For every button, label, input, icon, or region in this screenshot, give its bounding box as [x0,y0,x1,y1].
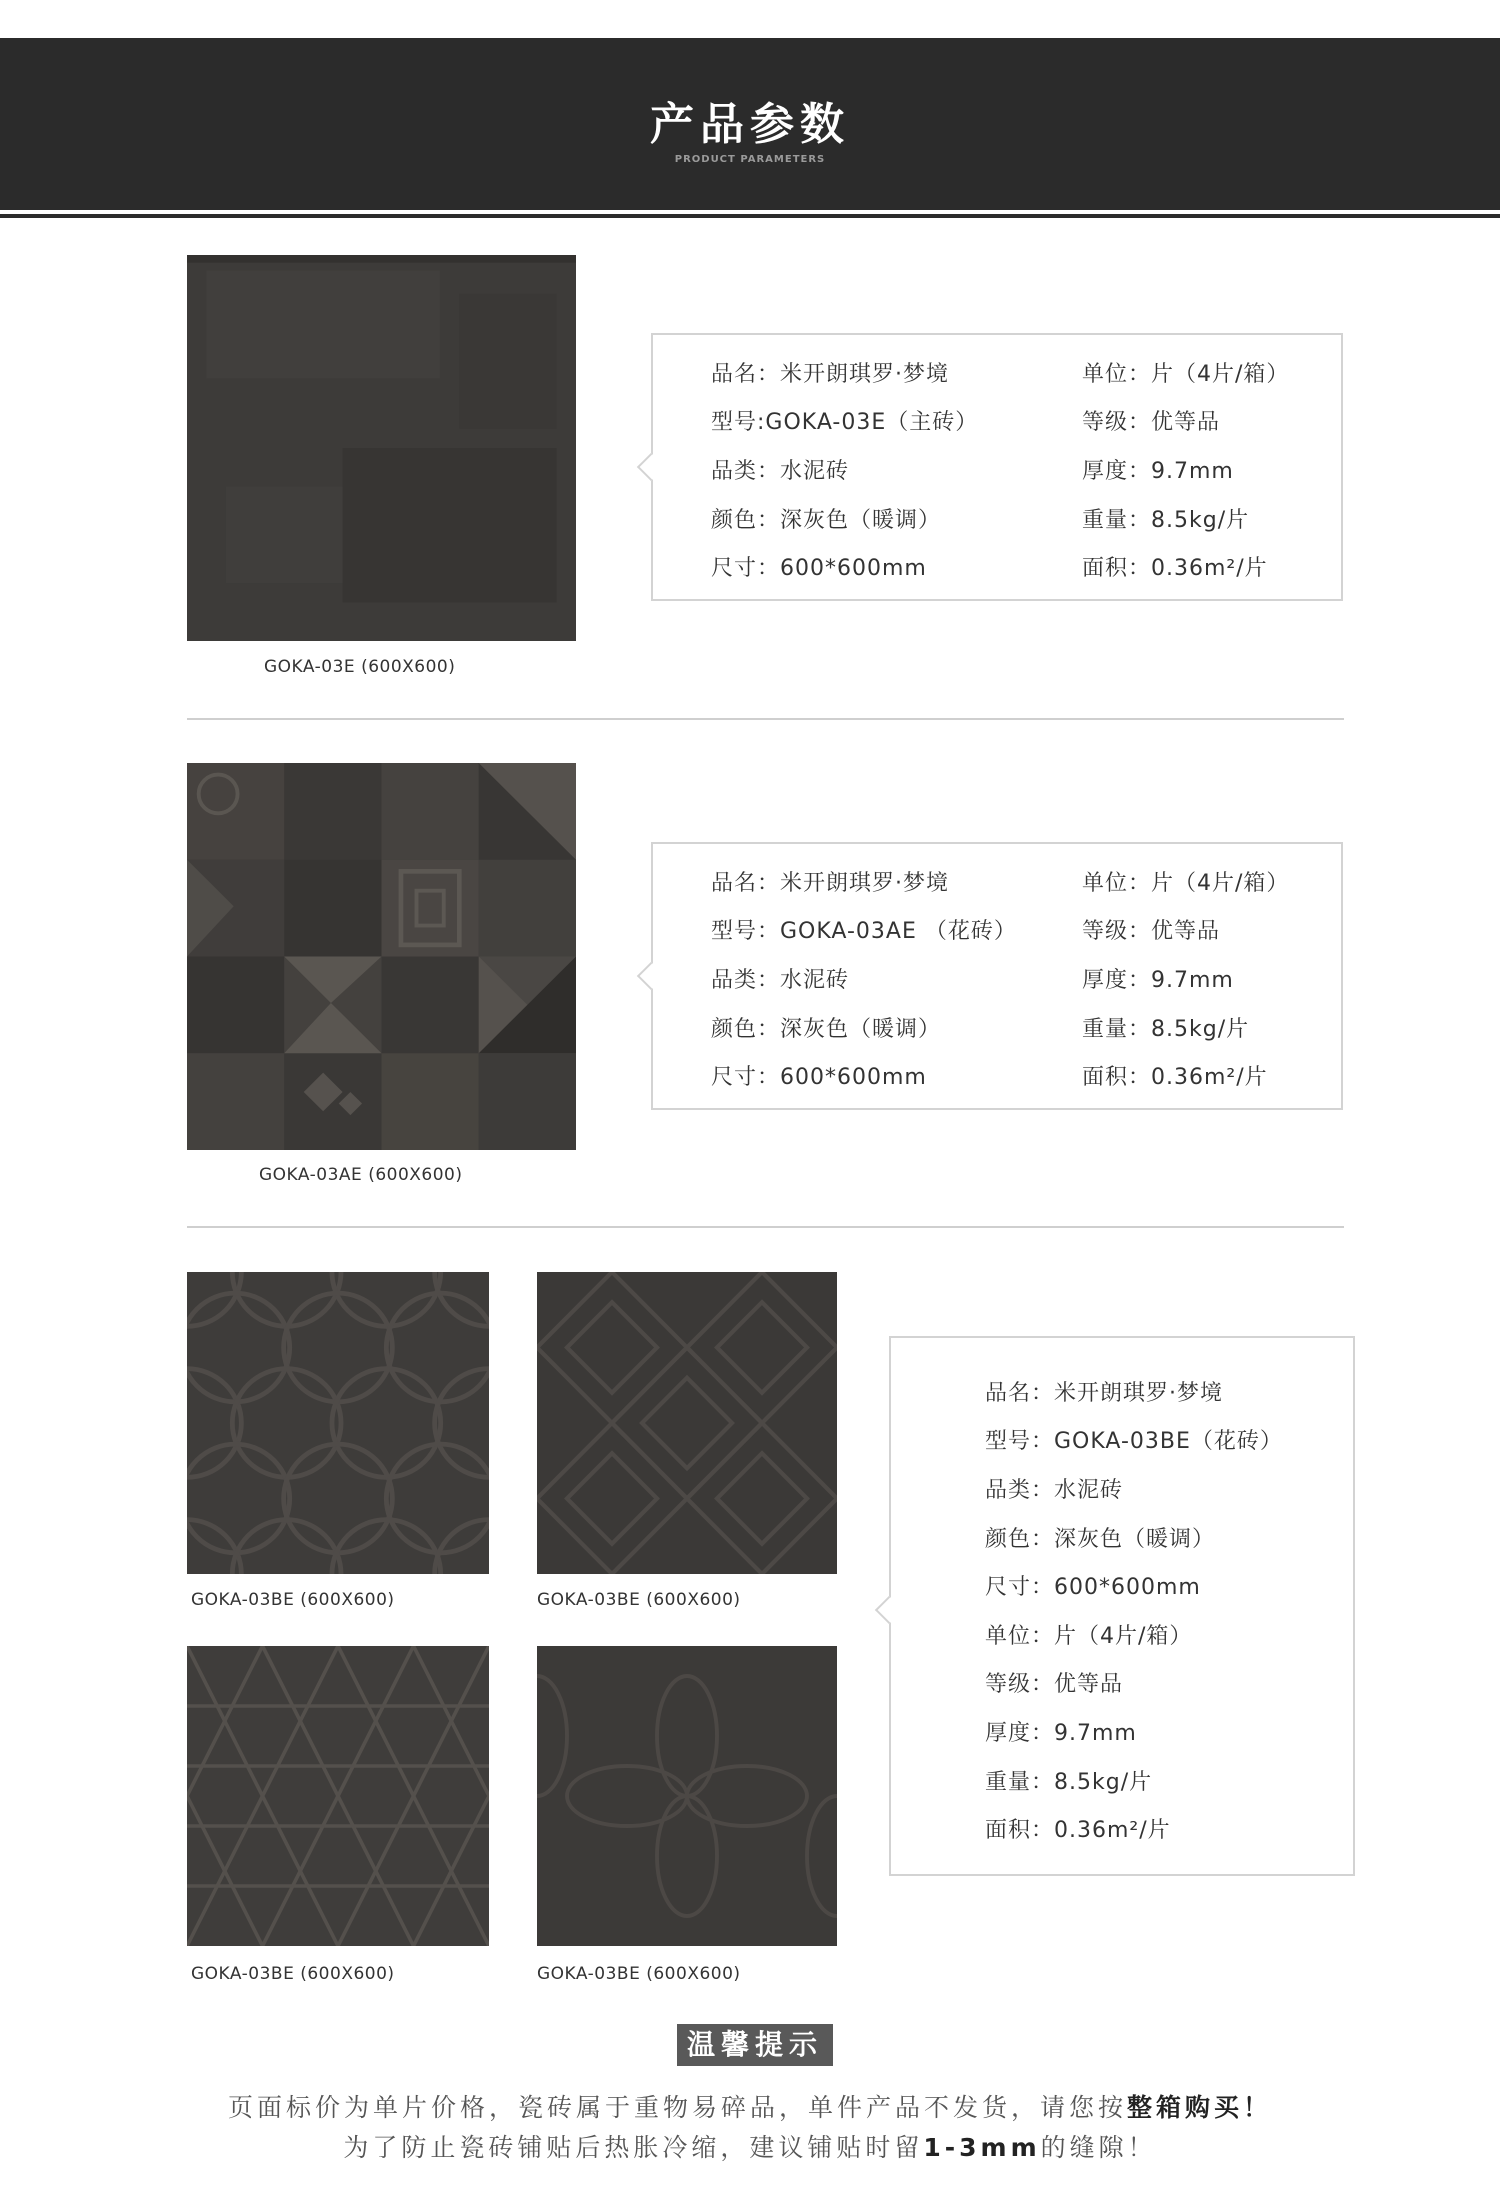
spec-name: 品名：米开朗琪罗·梦境 [711,362,949,387]
product-image-goka-03be-diamonds [537,1272,837,1574]
product-image-goka-03ae [187,763,576,1150]
spec-unit: 单位：片（4片/箱） [985,1624,1193,1649]
product-caption: GOKA-03AE (600X600) [259,1165,463,1185]
spec-category: 品类：水泥砖 [711,459,850,484]
notice-line-2 [0,2128,1500,2164]
notice-line-1 [0,2088,1500,2124]
spec-unit: 单位：片（4片/箱） [1082,871,1290,896]
spec-weight: 重量：8.5kg/片 [1082,508,1250,533]
callout-arrow [875,1596,903,1624]
spec-name: 品名：米开朗琪罗·梦境 [711,871,949,896]
spec-weight: 重量：8.5kg/片 [985,1770,1153,1795]
spec-area: 面积：0.36m²/片 [985,1818,1171,1843]
spec-name: 品名：米开朗琪罗·梦境 [985,1381,1223,1406]
notice-title: 温馨提示 [677,2024,833,2066]
notice-text: 的缝隙！ [1040,2133,1157,2162]
spec-thickness: 厚度：9.7mm [1082,459,1234,484]
product-caption: GOKA-03BE (600X600) [191,1964,395,1984]
notice-text: 页面标价为单片价格，瓷砖属于重物易碎品，单件产品不发货，请您按 [227,2093,1127,2122]
spec-grade: 等级：优等品 [1082,410,1221,435]
product-image-goka-03be-triangles [187,1646,489,1946]
product-image-goka-03be-circles [187,1272,489,1574]
spec-area: 面积：0.36m²/片 [1082,1065,1268,1090]
product-caption: GOKA-03BE (600X600) [537,1964,741,1984]
spec-model: 型号：GOKA-03BE（花砖） [985,1429,1283,1454]
spec-area: 面积：0.36m²/片 [1082,556,1268,581]
product-caption: GOKA-03BE (600X600) [537,1590,741,1610]
spec-color: 颜色：深灰色（暖调） [985,1527,1216,1552]
spec-thickness: 厚度：9.7mm [1082,968,1234,993]
spec-model: 型号:GOKA-03E（主砖） [711,410,979,435]
spec-category: 品类：水泥砖 [985,1478,1124,1503]
spec-model: 型号：GOKA-03AE （花砖） [711,919,1017,944]
spec-color: 颜色：深灰色（暖调） [711,508,942,533]
section-header [0,38,1500,210]
product-caption: GOKA-03BE (600X600) [191,1590,395,1610]
notice-emphasis: 整箱购买！ [1127,2093,1273,2122]
product-image-goka-03e [187,255,576,641]
spec-size: 尺寸：600*600mm [711,1065,927,1090]
page-subtitle: PRODUCT PARAMETERS [674,154,826,165]
product-caption: GOKA-03E (600X600) [264,657,456,677]
notice-emphasis: 1-3mm [923,2133,1041,2162]
spec-box-goka-03be [889,1336,1355,1876]
callout-arrow [637,453,665,481]
spec-weight: 重量：8.5kg/片 [1082,1017,1250,1042]
spec-size: 尺寸：600*600mm [711,556,927,581]
spec-size: 尺寸：600*600mm [985,1575,1201,1600]
spec-category: 品类：水泥砖 [711,968,850,993]
notice-text: 为了防止瓷砖铺贴后热胀冷缩，建议铺贴时留 [343,2133,924,2162]
product-image-goka-03be-petals [537,1646,837,1946]
spec-box-goka-03e [651,333,1343,601]
section-divider [187,1226,1344,1228]
spec-thickness: 厚度：9.7mm [985,1721,1137,1746]
spec-unit: 单位：片（4片/箱） [1082,362,1290,387]
spec-color: 颜色：深灰色（暖调） [711,1017,942,1042]
spec-grade: 等级：优等品 [985,1672,1124,1697]
page-title: 产品参数 [650,99,850,150]
header-rule [0,214,1500,218]
spec-box-goka-03ae [651,842,1343,1110]
spec-grade: 等级：优等品 [1082,919,1221,944]
callout-arrow [637,962,665,990]
section-divider [187,718,1344,720]
